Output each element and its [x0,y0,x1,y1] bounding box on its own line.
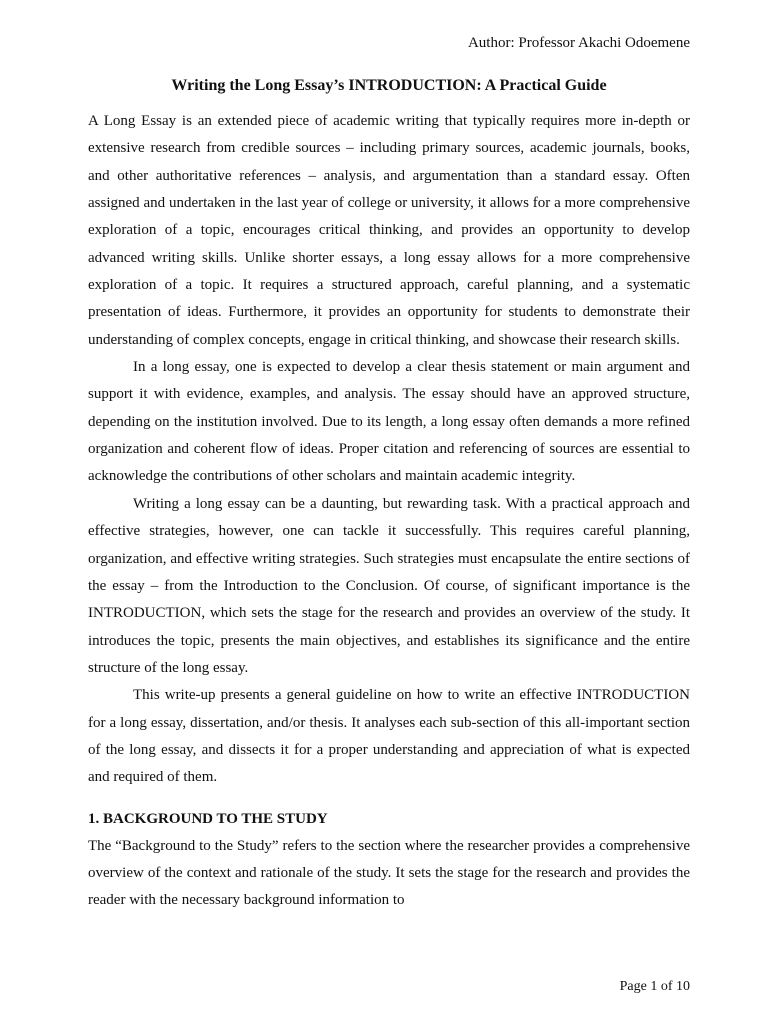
intro-paragraph-3: Writing a long essay can be a daunting, but rewarding task. With a practical approach and effective strategies, however, one can tackle it successfully. This requires careful planning, organization, and effective writing strategies. Such strategies must encapsulate the entire sections of the essay – from the Introduction to the Conclusion. Of course, of significant importance is the INTRODUCTION, which sets the stage for the research and provides an overview of the study. It introduces the topic, presents the main objectives, and establishes its significance and the entire structure of the long essay. [88,495,690,676]
document-body [88,108,690,915]
intro-paragraph-2: In a long essay, one is expected to develop a clear thesis statement or main argument and support it with evidence, examples, and analysis. The essay should have an approved structure, depending on the institution involved. Due to its length, a long essay often demands a more refined organization and coherent flow of ideas. Proper citation and referencing of sources are essential to acknowledge the contributions of other scholars and maintain academic integrity. [88,359,690,485]
intro-paragraph-4: This write-up presents a general guideline on how to write an effective INTRODUCTION for a long essay, dissertation, and/or thesis. It analyses each sub-section of this all-important section of the long essay, and dissects it for a proper understanding and appreciation of what is expected and required of them. [88,687,690,786]
author-line: Author: Professor Akachi Odoemene [467,35,690,51]
intro-paragraph-1: A Long Essay is an extended piece of academic writing that typically requires more in-depth or extensive research from credible sources – including primary sources, academic journals, books, and other authoritative references – analysis, and argumentation than a standard essay. Often assigned and undertaken in the last year of college or university, it allows for a more comprehensive exploration of a topic, encourages critical thinking, and provides an opportunity to develop advanced writing skills. Unlike shorter essays, a long essay allows for a more comprehensive exploration of a topic. It requires a structured approach, careful planning, and a systematic presentation of ideas. Furthermore, it provides an opportunity for students to demonstrate their understanding of complex concepts, engage in critical thinking, and showcase their research skills. [88,113,690,348]
document-title: Writing the Long Essay’s INTRODUCTION: A Practical Guide [171,77,607,94]
section-heading: 1. BACKGROUND TO THE STUDY [88,810,328,827]
section-paragraph: The “Background to the Study” refers to the section where the researcher provides a comprehensive overview of the context and rationale of the study. It sets the stage for the research and provides the reader with the necessary background information to [88,837,690,909]
page-number: Page 1 of 10 [619,979,690,994]
